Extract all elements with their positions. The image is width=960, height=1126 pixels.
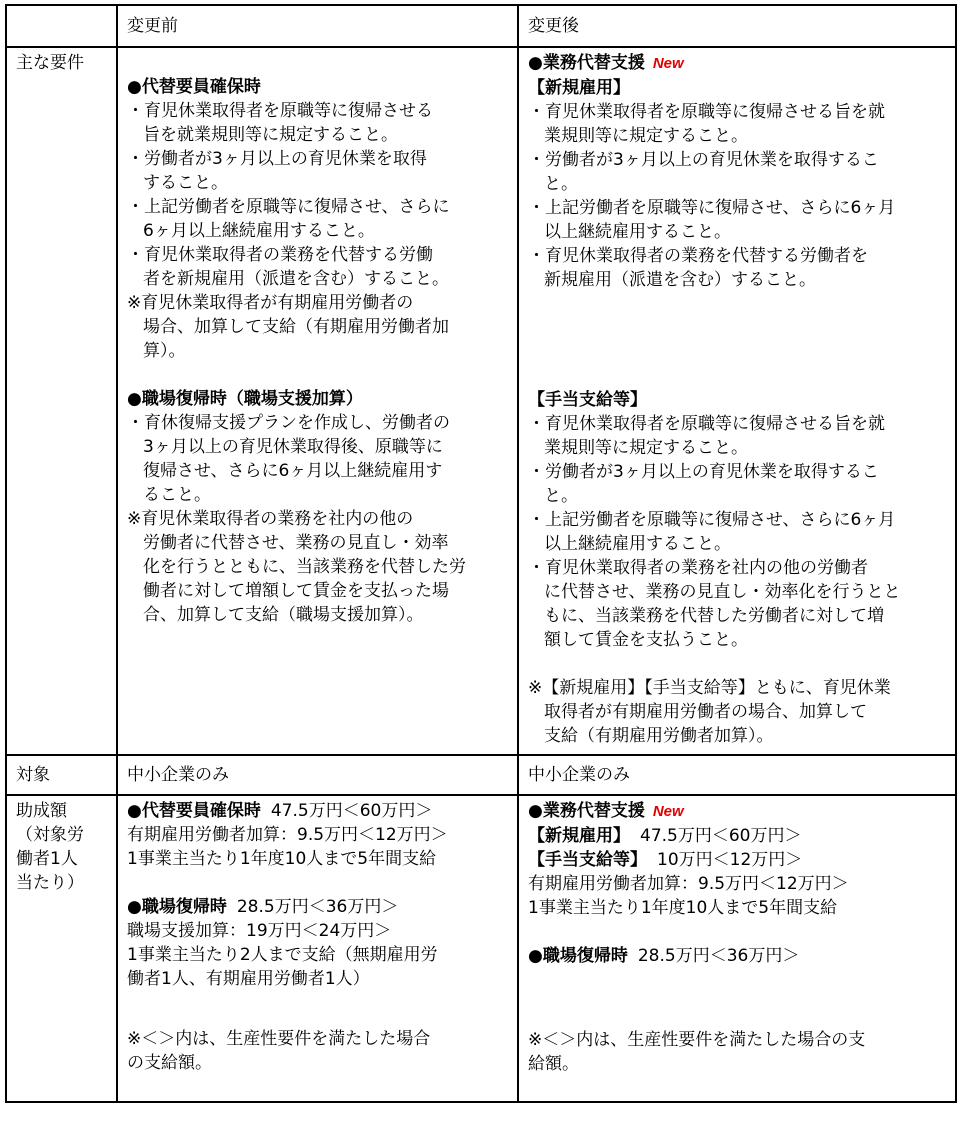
before-s1-note: 場合、加算して支給（有期雇用労働者加: [143, 317, 449, 337]
comparison-table: [5, 4, 957, 1103]
before-s2-note: ※育児休業取得者の業務を社内の他の: [127, 509, 414, 529]
after-s1-line: ・労働者が3ヶ月以上の育児休業を取得するこ: [528, 150, 879, 170]
before-amount-note: の支給額。: [127, 1053, 212, 1073]
before-amount-line: 1事業主当たり2人まで支給（無期雇用労: [127, 945, 438, 965]
header-before: 変更前: [117, 5, 518, 47]
before-s1-note: ※育児休業取得者が有期雇用労働者の: [127, 293, 414, 313]
amount-label-cell: [6, 795, 117, 1102]
after-s2-line: ・上記労働者を原職等に復帰させ、さらに6ヶ月: [528, 510, 896, 530]
before-amount-s2: ●職場復帰時 28.5万円＜36万円＞: [127, 897, 399, 917]
after-s1-line: と。: [544, 174, 578, 194]
target-after: 中小企業のみ: [518, 755, 956, 795]
after-amount-r2: 【手当支給等】 10万円＜12万円＞: [528, 850, 803, 870]
after-s2-title: 【手当支給等】: [528, 390, 647, 410]
after-s1-line: 以上継続雇用すること。: [544, 222, 731, 242]
before-s2-title: ●職場復帰時（職場支援加算）: [127, 389, 363, 409]
after-s2-line: に代替させ、業務の見直し・効率化を行うとと: [544, 582, 901, 602]
after-s2-line: もに、当該業務を代替した労働者に対して増: [544, 606, 884, 626]
after-amount-s2: ●職場復帰時 28.5万円＜36万円＞: [528, 946, 800, 966]
before-s1-line: ・育児休業取得者の業務を代替する労働: [127, 245, 433, 265]
amount-label: 当たり）: [16, 873, 84, 893]
target-label: 対象: [6, 755, 117, 795]
amount-label: 助成額: [16, 801, 67, 821]
before-s2-line: ・育休復帰支援プランを作成し、労働者の: [127, 413, 450, 433]
after-amount-r1: 【新規雇用】 47.5万円＜60万円＞: [528, 826, 802, 846]
header-corner-cell: [6, 5, 117, 47]
before-s1-line: ・育児休業取得者を原職等に復帰させる: [127, 101, 433, 121]
before-s2-note: 働者に対して増額して賃金を支払った場: [143, 581, 449, 601]
before-s2-note: 合、加算して支給（職場支援加算）。: [143, 605, 424, 625]
before-s1-line: ・上記労働者を原職等に復帰させ、さらに: [127, 197, 450, 217]
before-s1-line: 者を新規雇用（派遣を含む）すること。: [143, 269, 449, 289]
after-s2-line: と。: [544, 486, 578, 506]
before-s1-line: すること。: [143, 173, 228, 193]
requirements-row: [6, 47, 956, 755]
before-amount-note: ※＜＞内は、生産性要件を満たした場合: [127, 1029, 431, 1049]
before-s1-title: ●代替要員確保時: [127, 77, 261, 97]
after-note: 支給（有期雇用労働者加算）。: [544, 726, 774, 746]
new-badge: New: [652, 55, 684, 72]
after-s1-line: 新規雇用（派遣を含む）すること。: [544, 270, 816, 290]
after-s1-line: ・育児休業取得者を原職等に復帰させる旨を就: [528, 102, 885, 122]
amount-row: [6, 795, 956, 1102]
before-s2-line: 復帰させ、さらに6ヶ月以上継続雇用す: [143, 461, 443, 481]
after-amount-title: ●業務代替支援 New: [528, 801, 684, 821]
amount-before-cell: [117, 795, 518, 1102]
after-title: ●業務代替支援 New: [528, 53, 684, 73]
header-row: [6, 5, 956, 47]
after-note: 取得者が有期雇用労働者の場合、加算して: [544, 702, 867, 722]
amount-label: 働者1人: [16, 849, 78, 869]
amount-after-cell: [518, 795, 956, 1102]
after-s1-line: ・育児休業取得者の業務を代替する労働者を: [528, 246, 868, 266]
after-s2-line: ・育児休業取得者を原職等に復帰させる旨を就: [528, 414, 885, 434]
after-amount-note: ※＜＞内は、生産性要件を満たした場合の支: [528, 1030, 866, 1050]
after-s1-title: 【新規雇用】: [528, 78, 630, 98]
before-amount-line: 働者1人、有期雇用労働者1人）: [127, 969, 370, 989]
before-s1-note: 算）。: [143, 341, 186, 361]
after-s2-line: 額して賃金を支払うこと。: [544, 630, 748, 650]
new-badge: New: [652, 803, 684, 820]
after-note: ※【新規雇用】【手当支給等】ともに、育児休業: [528, 678, 891, 698]
before-amount-line: 有期雇用労働者加算：9.5万円＜12万円＞: [127, 825, 448, 845]
before-amount-line: 職場支援加算：19万円＜24万円＞: [127, 921, 392, 941]
before-s2-note: 化を行うとともに、当該業務を代替した労: [143, 557, 466, 577]
requirements-after-cell: [518, 47, 956, 755]
after-s2-line: 以上継続雇用すること。: [544, 534, 731, 554]
before-s2-line: ること。: [143, 485, 211, 505]
target-row: [6, 755, 956, 795]
before-s2-line: 3ヶ月以上の育児休業取得後、原職等に: [143, 437, 443, 457]
after-s1-line: ・上記労働者を原職等に復帰させ、さらに6ヶ月: [528, 198, 896, 218]
before-s1-line: 旨を就業規則等に規定すること。: [143, 125, 398, 145]
before-s1-line: 6ヶ月以上継続雇用すること。: [143, 221, 375, 241]
before-amount-line: 1事業主当たり1年度10人まで5年間支給: [127, 849, 437, 869]
after-s1-line: 業規則等に規定すること。: [544, 126, 748, 146]
requirements-label: 主な要件: [6, 47, 117, 755]
before-s2-note: 労働者に代替させ、業務の見直し・効率: [143, 533, 449, 553]
after-s2-line: 業規則等に規定すること。: [544, 438, 748, 458]
after-s2-line: ・育児休業取得者の業務を社内の他の労働者: [528, 558, 868, 578]
before-amount-s1: ●代替要員確保時 47.5万円＜60万円＞: [127, 801, 433, 821]
after-amount-line: 有期雇用労働者加算：9.5万円＜12万円＞: [528, 874, 849, 894]
header-after: 変更後: [518, 5, 956, 47]
after-s2-line: ・労働者が3ヶ月以上の育児休業を取得するこ: [528, 462, 879, 482]
target-before: 中小企業のみ: [117, 755, 518, 795]
after-amount-note: 給額。: [528, 1054, 579, 1074]
amount-label: （対象労: [16, 825, 84, 845]
requirements-before-cell: [117, 47, 518, 755]
after-amount-line: 1事業主当たり1年度10人まで5年間支給: [528, 898, 838, 918]
before-s1-line: ・労働者が3ヶ月以上の育児休業を取得: [127, 149, 427, 169]
